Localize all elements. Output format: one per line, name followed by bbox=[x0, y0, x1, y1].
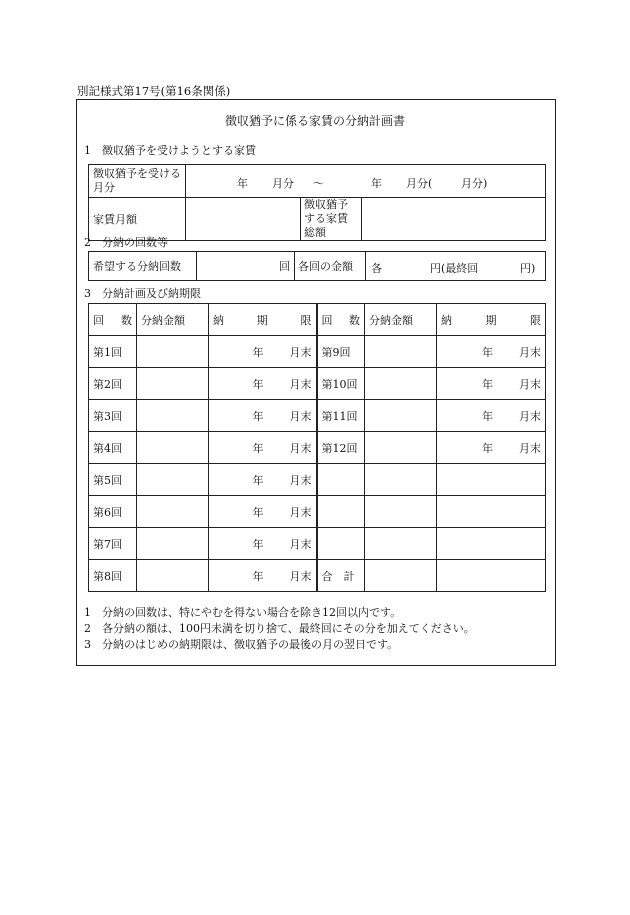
form-label: 別記様式第17号(第16条関係) bbox=[77, 84, 231, 98]
section2-heading: 2 分納の回数等 bbox=[84, 236, 168, 249]
amount-cell-right[interactable] bbox=[365, 464, 437, 496]
deadline-year: 年 bbox=[252, 345, 264, 359]
each-yen: 円(最終回 bbox=[430, 261, 479, 275]
deadline-cell[interactable] bbox=[209, 560, 317, 592]
deadline-cell[interactable] bbox=[437, 336, 546, 368]
each-prefix: 各 bbox=[371, 261, 382, 275]
deadline-month-end: 月末 bbox=[289, 409, 312, 423]
note-3: 3 分納のはじめの納期限は、徴収猶予の最後の月の翌日です。 bbox=[84, 638, 399, 651]
amount-cell-left[interactable] bbox=[137, 336, 209, 368]
deadline-cell[interactable] bbox=[209, 496, 317, 528]
deadline-month-end: 月末 bbox=[519, 441, 541, 455]
deadline-year: 年 bbox=[252, 505, 264, 519]
installment-number-right bbox=[317, 496, 365, 528]
amount-cell-right[interactable] bbox=[365, 528, 437, 560]
deferred-total-field[interactable] bbox=[362, 198, 546, 241]
installment-number-right: 第11回 bbox=[317, 400, 365, 432]
amount-cell-right[interactable] bbox=[365, 400, 437, 432]
installment-number-right: 第9回 bbox=[317, 336, 365, 368]
header-count-right: 回 数 bbox=[317, 304, 365, 336]
deadline-cell[interactable] bbox=[209, 528, 317, 560]
deadline-month-end: 月末 bbox=[519, 377, 541, 391]
deadline-cell[interactable] bbox=[209, 464, 317, 496]
deadline-month-end: 月末 bbox=[289, 569, 312, 583]
count-unit: 回 bbox=[279, 260, 290, 273]
deadline-year: 年 bbox=[482, 377, 493, 391]
deadline-cell[interactable] bbox=[437, 560, 546, 592]
deadline-month-end: 月末 bbox=[519, 409, 541, 423]
section1-heading: 1 徴収猶予を受けようとする家賃 bbox=[84, 144, 256, 157]
rent-month-label: 徴収猶予を受ける月分 bbox=[89, 165, 186, 198]
rent-table bbox=[88, 164, 546, 241]
amount-cell-left[interactable] bbox=[137, 496, 209, 528]
document-title: 徴収猶予に係る家賃の分納計画書 bbox=[224, 114, 405, 128]
installment-number-left: 第1回 bbox=[89, 336, 137, 368]
deadline-cell[interactable] bbox=[437, 496, 546, 528]
desired-count-label: 希望する分納回数 bbox=[89, 252, 197, 281]
deferred-total-label: 徴収猶予する家賃総額 bbox=[301, 198, 362, 241]
deadline-year: 年 bbox=[252, 537, 264, 551]
note-1: 1 分納の回数は、特にやむを得ない場合を除き12回以内です。 bbox=[84, 606, 402, 619]
amount-cell-right[interactable] bbox=[365, 496, 437, 528]
installment-number-right bbox=[317, 464, 365, 496]
rent-period-field[interactable] bbox=[186, 165, 546, 198]
amount-cell-left[interactable] bbox=[137, 432, 209, 464]
deadline-cell[interactable] bbox=[209, 336, 317, 368]
plan-row bbox=[89, 432, 546, 464]
header-amount-left: 分納金額 bbox=[137, 304, 209, 336]
deadline-month-end: 月末 bbox=[289, 473, 312, 487]
header-count-left: 回 数 bbox=[89, 304, 137, 336]
period-month3: 月分) bbox=[461, 176, 488, 190]
header-deadline-right: 納 期 限 bbox=[437, 304, 546, 336]
rent-monthly-field[interactable] bbox=[186, 198, 301, 241]
deadline-year: 年 bbox=[252, 409, 264, 423]
installment-number-right: 第12回 bbox=[317, 432, 365, 464]
installment-number-right bbox=[317, 528, 365, 560]
plan-row bbox=[89, 528, 546, 560]
header-deadline-left: 納 期 限 bbox=[209, 304, 317, 336]
installment-number-left: 第2回 bbox=[89, 368, 137, 400]
deadline-year: 年 bbox=[482, 441, 493, 455]
period-month1: 月分 bbox=[272, 176, 294, 190]
each-last-yen: 円) bbox=[520, 261, 536, 275]
each-amount-label: 各回の金額 bbox=[295, 252, 366, 281]
each-amount-field[interactable] bbox=[366, 252, 546, 281]
total-label: 合 計 bbox=[317, 560, 365, 592]
amount-cell-left[interactable] bbox=[137, 464, 209, 496]
deadline-cell[interactable] bbox=[437, 368, 546, 400]
amount-cell-right[interactable] bbox=[365, 336, 437, 368]
amount-cell-left[interactable] bbox=[137, 560, 209, 592]
total-amount-cell[interactable] bbox=[365, 560, 437, 592]
deadline-cell[interactable] bbox=[437, 432, 546, 464]
deadline-year: 年 bbox=[252, 569, 264, 583]
deadline-year: 年 bbox=[252, 441, 264, 455]
installment-number-left: 第7回 bbox=[89, 528, 137, 560]
deadline-cell[interactable] bbox=[437, 400, 546, 432]
deadline-year: 年 bbox=[482, 345, 493, 359]
plan-row bbox=[89, 496, 546, 528]
desired-count-field[interactable] bbox=[197, 252, 295, 281]
deadline-cell[interactable] bbox=[209, 368, 317, 400]
plan-row bbox=[89, 336, 546, 368]
installment-number-left: 第5回 bbox=[89, 464, 137, 496]
deadline-year: 年 bbox=[252, 473, 264, 487]
header-amount-right: 分納金額 bbox=[365, 304, 437, 336]
deadline-cell[interactable] bbox=[209, 432, 317, 464]
installment-number-left: 第6回 bbox=[89, 496, 137, 528]
installment-plan-table bbox=[88, 303, 546, 592]
plan-row bbox=[89, 464, 546, 496]
deadline-cell[interactable] bbox=[437, 528, 546, 560]
deadline-year: 年 bbox=[482, 409, 493, 423]
installment-number-left: 第8回 bbox=[89, 560, 137, 592]
amount-cell-right[interactable] bbox=[365, 432, 437, 464]
installment-number-left: 第3回 bbox=[89, 400, 137, 432]
plan-row bbox=[89, 400, 546, 432]
rent-monthly-label: 家賃月額 bbox=[89, 198, 186, 241]
note-2: 2 各分納の額は、100円未満を切り捨て、最終回にその分を加えてください。 bbox=[84, 622, 475, 635]
plan-row bbox=[89, 368, 546, 400]
period-year2: 年 bbox=[371, 176, 382, 190]
deadline-year: 年 bbox=[252, 377, 264, 391]
period-year1: 年 bbox=[237, 176, 248, 190]
period-tilde: ～ bbox=[313, 176, 324, 190]
plan-header-row bbox=[89, 304, 546, 336]
deadline-month-end: 月末 bbox=[289, 537, 312, 551]
deadline-cell[interactable] bbox=[437, 464, 546, 496]
installment-number-right: 第10回 bbox=[317, 368, 365, 400]
deadline-month-end: 月末 bbox=[519, 345, 541, 359]
installment-count-table bbox=[88, 251, 546, 281]
installment-number-left: 第4回 bbox=[89, 432, 137, 464]
deadline-month-end: 月末 bbox=[289, 377, 312, 391]
deadline-cell[interactable] bbox=[209, 400, 317, 432]
amount-cell-right[interactable] bbox=[365, 368, 437, 400]
deadline-month-end: 月末 bbox=[289, 345, 312, 359]
period-month2: 月分( bbox=[406, 176, 433, 190]
plan-row bbox=[89, 560, 546, 592]
deadline-month-end: 月末 bbox=[289, 441, 312, 455]
amount-cell-left[interactable] bbox=[137, 368, 209, 400]
amount-cell-left[interactable] bbox=[137, 528, 209, 560]
section3-heading: 3 分納計画及び納期限 bbox=[84, 287, 201, 300]
deadline-month-end: 月末 bbox=[289, 505, 312, 519]
amount-cell-left[interactable] bbox=[137, 400, 209, 432]
